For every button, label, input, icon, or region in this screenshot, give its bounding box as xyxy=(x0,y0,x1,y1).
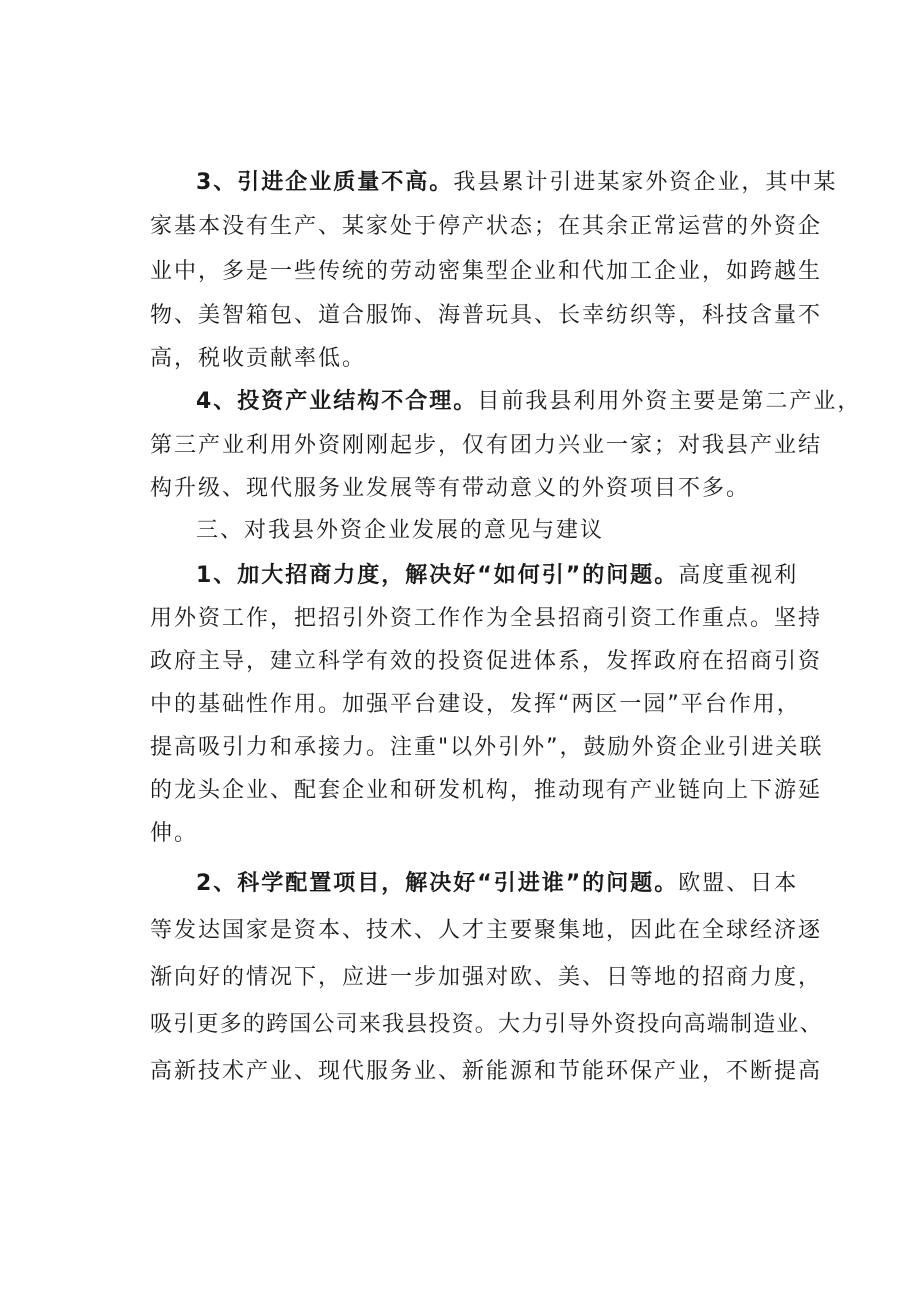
paragraph-2-line-3: 渐向好的情况下，应进一步加强对欧、美、日等地的招商力度， xyxy=(150,965,823,990)
paragraph-3-line-1: 3、引进企业质量不高。我县累计引进某家外资企业，其中某 xyxy=(196,170,838,195)
paragraph-4-line-2: 第三产业利用外资刚刚起步，仅有团力兴业一家；对我县产业结 xyxy=(150,433,823,458)
paragraph-2-heading: 2、科学配置项目，解决好“引进谁”的问题。 xyxy=(196,871,679,896)
paragraph-1-line-7: 伸。 xyxy=(150,821,199,846)
paragraph-4-heading: 4、投资产业结构不合理。 xyxy=(196,389,478,414)
paragraph-3-line-3: 业中，多是一些传统的劳动密集型企业和代加工企业，如跨越生 xyxy=(150,259,823,284)
paragraph-1-line-3: 政府主导，建立科学有效的投资促进体系，发挥政府在招商引资 xyxy=(150,649,823,674)
paragraph-1-heading: 1、加大招商力度，解决好“如何引”的问题。 xyxy=(196,563,679,588)
paragraph-3-line-2: 家基本没有生产、某家处于停产状态；在其余正常运营的外资企 xyxy=(150,214,823,239)
paragraph-1-line-6: 的龙头企业、配套企业和研发机构，推动现有产业链向上下游延 xyxy=(150,778,823,803)
paragraph-3-line-4: 物、美智箱包、道合服饰、海普玩具、长幸纺织等，科技含量不 xyxy=(150,303,823,328)
paragraph-1-line-1: 1、加大招商力度，解决好“如何引”的问题。高度重视利 xyxy=(196,563,799,588)
paragraph-3-heading: 3、引进企业质量不高。 xyxy=(196,170,454,195)
paragraph-3-line-5: 高，税收贡献率低。 xyxy=(150,346,367,371)
paragraph-1-line-2: 用外资工作，把招引外资工作作为全县招商引资工作重点。坚持 xyxy=(150,606,823,631)
paragraph-2-line-5: 高新技术产业、现代服务业、新能源和节能环保产业，不断提高 xyxy=(150,1059,823,1084)
paragraph-4-line-3: 构升级、现代服务业发展等有带动意义的外资项目不多。 xyxy=(150,476,751,501)
paragraph-1-line-5: 提高吸引力和承接力。注重"以外引外”，鼓励外资企业引进关联 xyxy=(150,735,824,760)
paragraph-2-line-1: 2、科学配置项目，解决好“引进谁”的问题。欧盟、日本 xyxy=(196,871,799,896)
section-heading: 三、对我县外资企业发展的意见与建议 xyxy=(196,518,605,543)
paragraph-4-line-1: 4、投资产业结构不合理。目前我县利用外资主要是第二产业， xyxy=(196,389,862,414)
paragraph-2-line-4: 吸引更多的跨国公司来我县投资。大力引导外资投向高端制造业、 xyxy=(150,1012,823,1037)
paragraph-1-line-4: 中的基础性作用。加强平台建设，发挥“两区一园”平台作用， xyxy=(150,692,801,717)
paragraph-2-line-2: 等发达国家是资本、技术、人才主要聚集地，因此在全球经济逐 xyxy=(150,918,823,943)
